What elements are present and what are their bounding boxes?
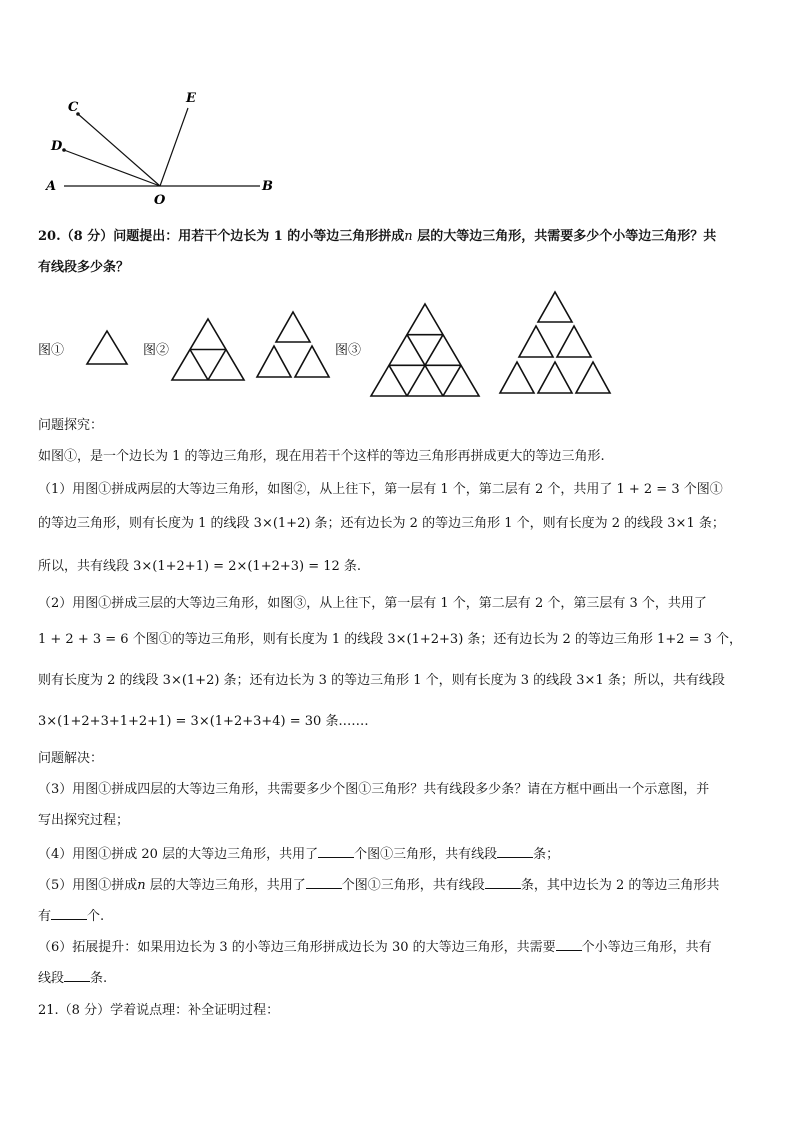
q21-header: 21.（8 分）学着说点理：补全证明过程： xyxy=(38,1003,280,1018)
part4-line xyxy=(38,845,764,864)
figure-2-exploded xyxy=(254,310,332,380)
ray-oc xyxy=(78,114,160,186)
part6-text-b: 个小等边三角形，共有 xyxy=(581,940,712,955)
label-a: A xyxy=(46,179,57,194)
fig2-label: 图② xyxy=(143,343,170,358)
part6-text-a: （6）拓展提升：如果用边长为 3 的小等边三角形拼成边长为 30 的大等边三角形，共需要 xyxy=(38,940,556,955)
part2-line2: 1 + 2 + 3 = 6 个图①的等边三角形，则有长度为 1 的线段 3×(1+2+3) 条；还有边长为 2 的等边三角形 1+2 = 3 个， xyxy=(38,632,743,647)
part4-blank-count[interactable] xyxy=(318,845,354,858)
part5-n-var: n xyxy=(137,878,146,893)
part6-blank-segments[interactable] xyxy=(64,969,90,982)
part4-text-a: （4）用图①拼成 20 层的大等边三角形，共用了 xyxy=(38,847,319,862)
q20-header xyxy=(38,228,764,246)
part6-line1 xyxy=(38,938,764,957)
label-d: D xyxy=(51,139,63,154)
part5-text-c: 个图①三角形，共有线段 xyxy=(341,878,485,893)
point-d xyxy=(62,148,66,152)
part5-blank-side2[interactable] xyxy=(51,907,87,920)
part4-blank-segments[interactable] xyxy=(497,845,533,858)
label-e: E xyxy=(186,91,196,106)
part1-line3: 所以，共有线段 3×(1+2+1) = 2×(1+2+3) = 12 条. xyxy=(38,559,362,574)
figure-1-triangle xyxy=(84,328,130,368)
ray-oe xyxy=(160,108,188,186)
ray-od xyxy=(64,150,160,186)
fig1-label: 图① xyxy=(38,343,65,358)
part6-blank-count[interactable] xyxy=(556,938,582,951)
part2-line3: 则有长度为 2 的线段 3×(1+2) 条；还有边长为 3 的等边三角形 1 个，则有长度为 3 的线段 3×1 条；所以，共有线段 xyxy=(38,673,725,688)
part3-line2: 写出探究过程； xyxy=(38,813,130,828)
part5-text-f: 个. xyxy=(87,909,105,924)
part2-line1: （2）用图①拼成三层的大等边三角形，如图③，从上往下，第一层有 1 个，第二层有 2 个，第三层有 3 个，共用了 xyxy=(38,596,707,611)
angle-figure xyxy=(40,86,290,211)
part5-text-e: 有 xyxy=(38,909,52,924)
label-c: C xyxy=(68,100,79,115)
part4-text-c: 条； xyxy=(533,847,560,862)
fig3-label: 图③ xyxy=(335,343,362,358)
part5-text-b: 层的大等边三角形，共用了 xyxy=(145,878,306,893)
part2-line4: 3×(1+2+3+1+2+1) = 3×(1+2+3+4) = 30 条.…… xyxy=(38,714,369,729)
explore-title: 问题探究： xyxy=(38,418,104,433)
part6-text-c: 线段 xyxy=(38,971,65,986)
part5-line1 xyxy=(38,876,764,895)
part6-line2 xyxy=(38,969,764,988)
intro-text: 如图①，是一个边长为 1 的等边三角形，现在用若干个这样的等边三角形再拼成更大的等边三角形. xyxy=(38,449,605,464)
figure-3-exploded xyxy=(497,290,613,396)
q20-header-tail: 层的大等边三角形，共需要多少个小等边三角形？共 xyxy=(412,229,717,244)
part3-line1: （3）用图①拼成四层的大等边三角形，共需要多少个图①三角形？共有线段多少条？请在方框中画出一个示意图，并 xyxy=(38,782,710,797)
part4-text-b: 个图①三角形，共有线段 xyxy=(354,847,498,862)
label-b: B xyxy=(262,179,273,194)
figure-2-assembled xyxy=(170,317,246,383)
label-o: O xyxy=(154,193,166,208)
part5-blank-count[interactable] xyxy=(306,876,342,889)
part5-blank-segments[interactable] xyxy=(485,876,521,889)
part1-line1: （1）用图①拼成两层的大等边三角形，如图②，从上往下，第一层有 1 个，第二层有 2 个，共用了 1 + 2 = 3 个图① xyxy=(38,482,723,497)
q20-header-text: 20.（8 分）问题提出：用若干个边长为 1 的小等边三角形拼成 xyxy=(38,229,405,244)
part5-text-a: （5）用图①拼成 xyxy=(38,878,138,893)
part5-text-d: 条，其中边长为 2 的等边三角形共 xyxy=(520,878,720,893)
part1-line2: 的等边三角形，则有长度为 1 的线段 3×(1+2) 条；还有边长为 2 的等边三角形 1 个，则有长度为 2 的线段 3×1 条； xyxy=(38,516,725,531)
part5-line2 xyxy=(38,907,764,926)
solve-title: 问题解决： xyxy=(38,751,104,766)
figure-3-assembled xyxy=(369,302,481,398)
part6-text-d: 条. xyxy=(90,971,108,986)
q20-header-line2: 有线段多少条？ xyxy=(38,260,130,275)
q20-n-var: n xyxy=(404,229,413,244)
